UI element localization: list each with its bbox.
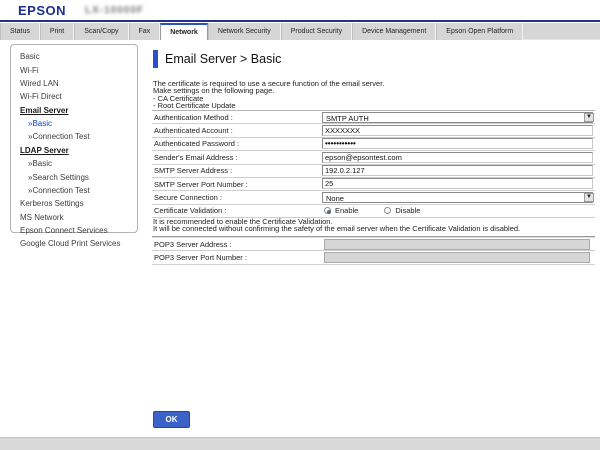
pop3-server-port-number-input-disabled xyxy=(324,252,590,263)
title-accent-bar xyxy=(153,50,158,68)
tab-fax[interactable]: Fax xyxy=(129,23,161,40)
page-title: Email Server > Basic xyxy=(165,52,282,66)
intro-text xyxy=(153,80,384,109)
pop3-form xyxy=(152,238,595,265)
printer-model-redacted: LX-10000F xyxy=(85,5,145,16)
epson-logo: EPSON xyxy=(18,3,67,18)
note-line: It is recommended to enable the Certificate Validation. xyxy=(153,217,333,226)
field-cell xyxy=(322,124,595,137)
sidebar-item-wi-fi-direct[interactable]: Wi-Fi Direct xyxy=(20,92,62,102)
field-label: Authentication Method : xyxy=(154,112,233,122)
sidebar-item-connection-test[interactable]: »Connection Test xyxy=(28,132,90,142)
sidebar-item-email-server[interactable]: Email Server xyxy=(20,105,69,115)
form-row-authenticated-account xyxy=(152,124,595,137)
smtp-server-port-number-input[interactable] xyxy=(322,178,593,189)
field-label: POP3 Server Address : xyxy=(154,239,232,249)
field-label: Certificate Validation : xyxy=(154,206,227,216)
sidebar-item-connection-test[interactable]: »Connection Test xyxy=(28,185,90,195)
field-label: SMTP Server Address : xyxy=(154,166,233,176)
ok-button[interactable]: OK xyxy=(153,411,190,428)
field-cell xyxy=(322,151,595,164)
field-label: SMTP Server Port Number : xyxy=(154,179,248,189)
secure-connection-select[interactable]: None xyxy=(322,192,593,203)
intro-line: - Root Certificate Update xyxy=(153,100,236,110)
header xyxy=(0,0,600,20)
footer-bar xyxy=(0,437,600,450)
field-cell xyxy=(322,204,595,217)
field-cell xyxy=(322,111,595,124)
sender-s-email-address-input[interactable] xyxy=(322,152,593,163)
intro-line: Make settings on the following page. xyxy=(153,86,275,96)
smtp-server-address-input[interactable] xyxy=(322,165,593,176)
radio-label: Disable xyxy=(395,206,421,216)
field-label: Secure Connection : xyxy=(154,193,222,203)
email-server-form xyxy=(152,110,595,218)
certificate-validation-radio-group xyxy=(324,205,420,216)
field-cell xyxy=(322,164,595,177)
tab-network-security[interactable]: Network Security xyxy=(208,23,281,40)
sidebar-item-wi-fi[interactable]: Wi-Fi xyxy=(20,65,39,75)
field-label: Authenticated Account : xyxy=(154,126,233,136)
sidebar-item-ldap-server[interactable]: LDAP Server xyxy=(20,145,69,155)
intro-line: The certificate is required to use a secure function of the email server. xyxy=(153,79,385,88)
authenticated-account-input[interactable] xyxy=(322,125,593,136)
sidebar-item-basic[interactable]: »Basic xyxy=(28,159,53,169)
header-divider xyxy=(0,20,600,22)
form-row-authentication-method xyxy=(152,111,595,124)
sidebar-item-ms-network[interactable]: MS Network xyxy=(20,212,64,222)
certificate-validation-note xyxy=(153,218,520,233)
radio-option-enable[interactable] xyxy=(324,206,358,215)
form-row-secure-connection xyxy=(152,191,595,204)
dropdown-arrow-icon[interactable]: ▼ xyxy=(584,113,594,122)
tab-scan-copy[interactable]: Scan/Copy xyxy=(74,23,128,40)
radio-label: Enable xyxy=(335,206,359,216)
sidebar-item-basic[interactable]: Basic xyxy=(20,52,40,62)
field-label: Authenticated Password : xyxy=(154,139,240,149)
field-cell xyxy=(322,238,595,251)
authentication-method-select[interactable]: SMTP AUTH xyxy=(322,112,593,123)
radio-icon[interactable] xyxy=(384,207,391,214)
intro-line: - CA Certificate xyxy=(153,93,204,103)
field-cell xyxy=(322,137,595,150)
sidebar-item-search-settings[interactable]: »Search Settings xyxy=(28,172,89,182)
tab-print[interactable]: Print xyxy=(40,23,74,40)
field-label: POP3 Server Port Number : xyxy=(154,253,247,263)
note-line: It will be connected without confirming the safety of the email server when the Certificate Validation is disabled. xyxy=(153,224,521,234)
tab-status[interactable]: Status xyxy=(0,23,40,40)
sidebar-item-google-cloud-print-services[interactable]: Google Cloud Print Services xyxy=(20,239,121,249)
radio-icon[interactable] xyxy=(324,207,331,214)
tab-device-management[interactable]: Device Management xyxy=(352,23,436,40)
field-cell xyxy=(322,191,595,204)
tab-epson-open-platform[interactable]: Epson Open Platform xyxy=(436,23,523,40)
dropdown-arrow-icon[interactable]: ▼ xyxy=(584,193,594,202)
sidebar-item-epson-connect-services[interactable]: Epson Connect Services xyxy=(20,226,108,236)
form-row-smtp-server-port-number xyxy=(152,178,595,191)
tab-product-security[interactable]: Product Security xyxy=(281,23,352,40)
field-cell xyxy=(322,251,595,264)
tab-bar xyxy=(0,23,600,40)
field-label: Sender's Email Address : xyxy=(154,152,238,162)
form-row-pop3-server-address xyxy=(152,238,595,251)
form-row-pop3-server-port-number xyxy=(152,251,595,264)
sidebar-nav xyxy=(10,44,138,249)
authenticated-password-input[interactable] xyxy=(322,138,593,149)
field-cell xyxy=(322,177,595,190)
radio-option-disable[interactable] xyxy=(384,206,420,215)
form-row-sender-s-email-address xyxy=(152,151,595,164)
form-row-authenticated-password xyxy=(152,138,595,151)
pop3-server-address-input-disabled xyxy=(324,239,590,250)
form-row-smtp-server-address xyxy=(152,165,595,178)
sidebar-item-kerberos-settings[interactable]: Kerberos Settings xyxy=(20,199,84,209)
sidebar-item-wired-lan[interactable]: Wired LAN xyxy=(20,78,59,88)
sidebar-item-basic[interactable]: »Basic xyxy=(28,119,53,129)
tab-network[interactable]: Network xyxy=(160,23,208,40)
